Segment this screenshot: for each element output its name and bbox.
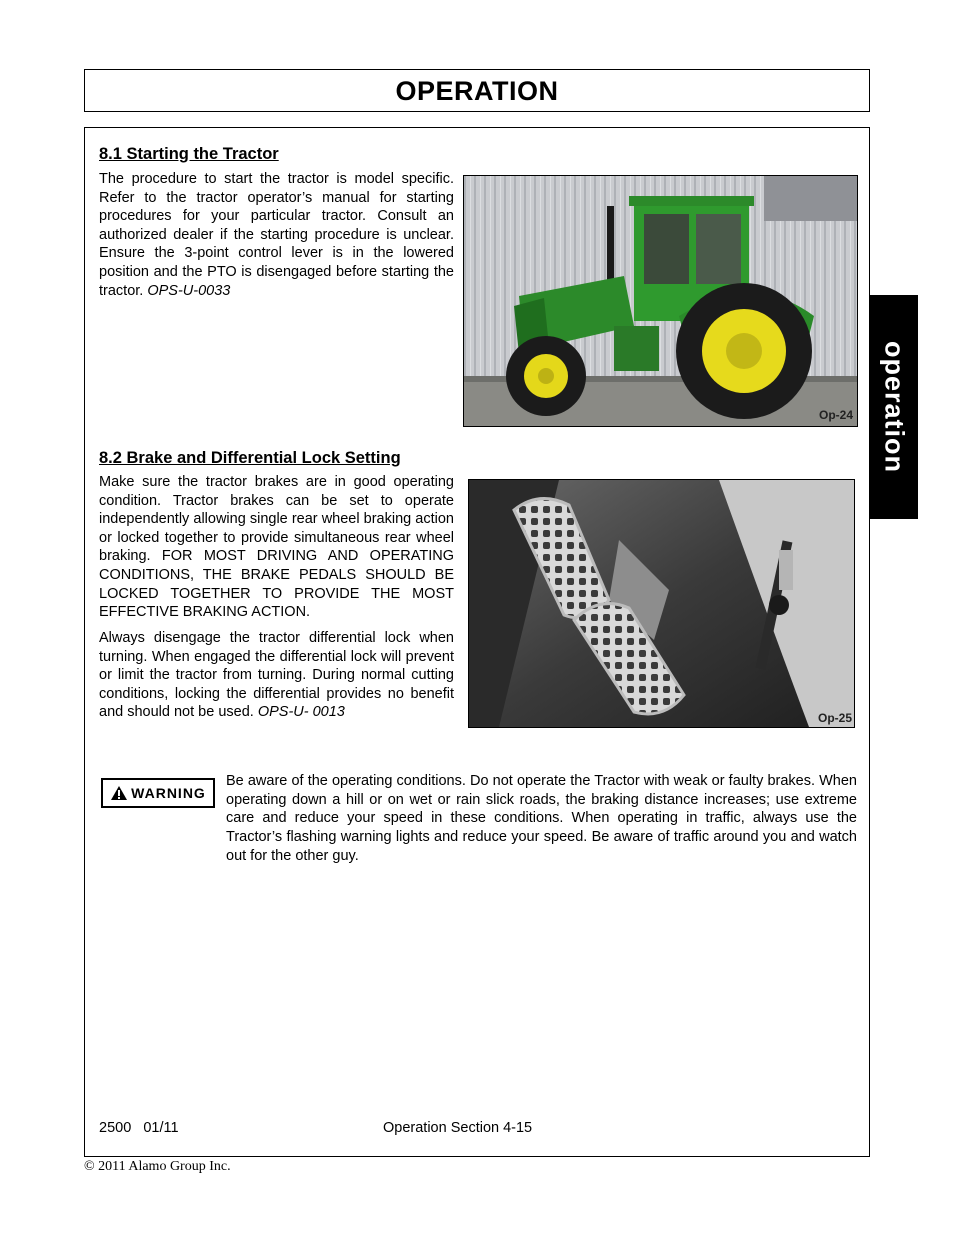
footer-section-page: Operation Section 4-15 bbox=[383, 1120, 533, 1136]
ops-code: OPS-U-0033 bbox=[147, 282, 231, 299]
section-side-tab bbox=[869, 295, 918, 519]
figure-label-op24: Op-24 bbox=[818, 408, 853, 422]
warning-badge-text: WARNING bbox=[131, 785, 206, 801]
side-tab-label: operation bbox=[879, 340, 909, 474]
copyright-notice: © 2011 Alamo Group Inc. bbox=[84, 1159, 231, 1174]
section-body-starting-tractor bbox=[99, 170, 454, 300]
page-header bbox=[84, 69, 870, 112]
footer-model-date: 2500 01/11 bbox=[99, 1120, 179, 1136]
warning-badge bbox=[101, 778, 215, 808]
figure-label-op25: Op-25 bbox=[817, 711, 852, 725]
body-text: Always disengage the tractor differential lock when turning. When engaged the differential lock will prevent or limit the tractor from turning. During normal cutting conditions, locking the differential provides no benefit and should not be used. bbox=[99, 630, 454, 721]
warning-text: Be aware of the operating conditions. Do not operate the Tractor with weak or faulty brakes. When operating down a hill or on wet or rain slick roads, the braking distance increases; use extreme care and reduce your speed in these conditions. When operating in traffic, always use the Tractor’s flashing warning lights and reduce your speed. Be aware of traffic around you and watch out for the other guy. bbox=[226, 773, 857, 864]
ops-code: OPS-U- 0013 bbox=[257, 704, 345, 721]
section-body-brake-2 bbox=[99, 629, 454, 722]
section-body-brake-1: Make sure the tractor brakes are in good operating condition. Tractor brakes can be set to operate independently allowing single rear wheel braking action or locked together to provide simultaneous rear wheel braking. FOR MOST DRIVING AND OPERATING CONDITIONS, THE BRAKE PEDALS SHOULD BE LOCKED TOGETHER TO PROVIDE THE MOST EFFECTIVE BRAKING ACTION. bbox=[99, 474, 454, 621]
section-heading-brake-lock: 8.2 Brake and Differential Lock Setting bbox=[99, 449, 401, 467]
tractor-illustration bbox=[464, 176, 857, 426]
warning-triangle-icon bbox=[110, 785, 128, 801]
brake-pedals-photo bbox=[468, 479, 855, 728]
section-heading-starting-tractor: 8.1 Starting the Tractor bbox=[99, 145, 279, 163]
brake-pedal-illustration bbox=[469, 480, 854, 727]
tractor-photo bbox=[463, 175, 858, 427]
body-text: The procedure to start the tractor is model specific. Refer to the tractor operator’s manual for starting procedures for your particular tractor. Consult an authorized dealer if the starting procedure is unclear. Ensure the 3-point control lever is in the lowered position and the PTO is disengaged before starting the tractor. bbox=[99, 171, 454, 299]
page-title: OPERATION bbox=[395, 76, 559, 106]
